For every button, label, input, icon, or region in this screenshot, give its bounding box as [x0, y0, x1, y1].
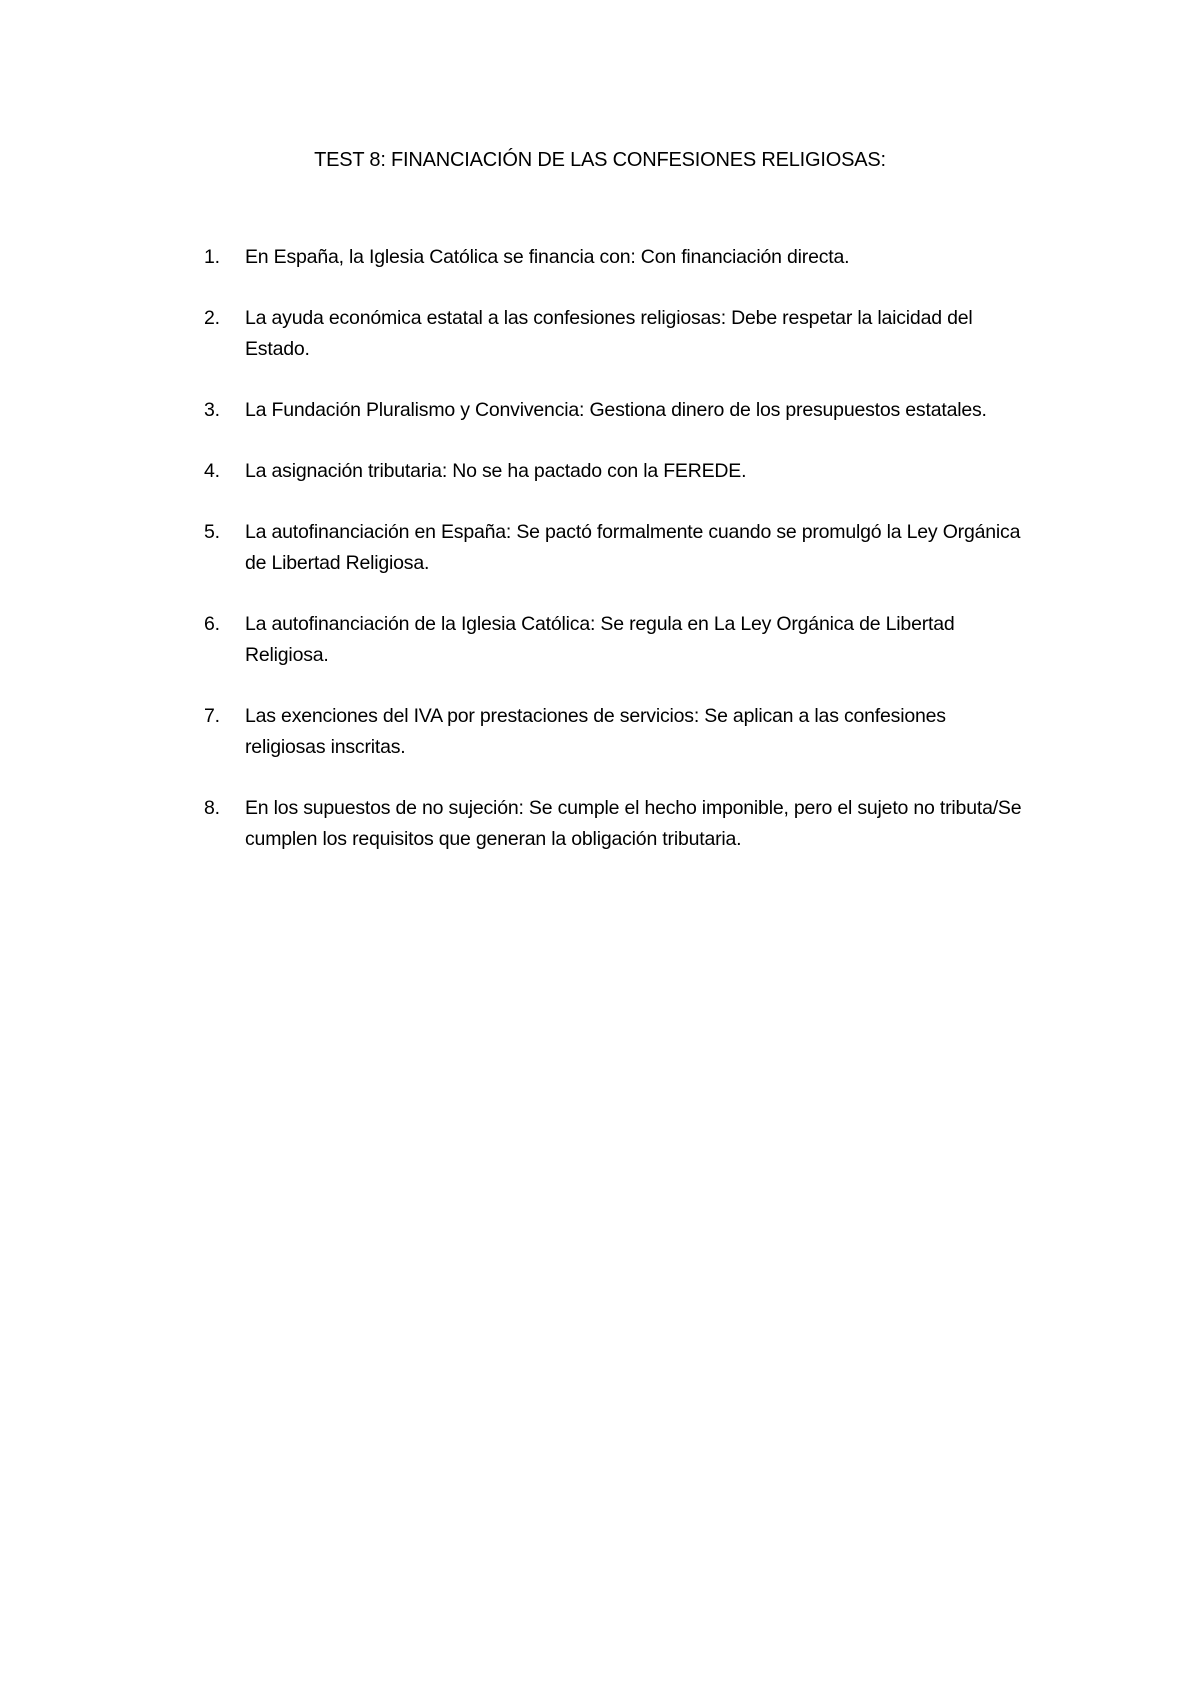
list-item-8 — [204, 793, 1024, 855]
item-number: 1. — [204, 246, 220, 268]
page-title: TEST 8: FINANCIACIÓN DE LAS CONFESIONES RELIGIOSAS: — [314, 149, 886, 171]
item-text: La ayuda económica estatal a las confesiones religiosas: Debe respetar la laicidad del Estado. — [245, 307, 973, 360]
list-item-3 — [204, 395, 1024, 426]
item-number: 5. — [204, 521, 220, 543]
list-item-5 — [204, 517, 1024, 579]
list-item-6 — [204, 609, 1024, 671]
item-text: La Fundación Pluralismo y Convivencia: Gestiona dinero de los presupuestos estatales. — [245, 399, 987, 421]
list-item-1 — [204, 242, 1024, 273]
item-number: 2. — [204, 307, 220, 329]
item-text: La asignación tributaria: No se ha pactado con la FEREDE. — [245, 460, 747, 482]
list-item-4 — [204, 456, 1024, 487]
item-text: En los supuestos de no sujeción: Se cumple el hecho imponible, pero el sujeto no tributa/Se cumplen los requisitos que generan la obligación tributaria. — [245, 797, 1022, 850]
item-text: Las exenciones del IVA por prestaciones de servicios: Se aplican a las confesiones religiosas inscritas. — [245, 705, 946, 758]
item-number: 4. — [204, 460, 220, 482]
list-item-7 — [204, 701, 1024, 763]
item-number: 3. — [204, 399, 220, 421]
item-text: En España, la Iglesia Católica se financia con: Con financiación directa. — [245, 246, 850, 268]
question-list — [204, 242, 1024, 885]
list-item-2 — [204, 303, 1024, 365]
item-number: 7. — [204, 705, 220, 727]
item-text: La autofinanciación de la Iglesia Católica: Se regula en La Ley Orgánica de Libertad Religiosa. — [245, 613, 955, 666]
item-number: 8. — [204, 797, 220, 819]
item-number: 6. — [204, 613, 220, 635]
item-text: La autofinanciación en España: Se pactó formalmente cuando se promulgó la Ley Orgánica de Libertad Religiosa. — [245, 521, 1021, 574]
